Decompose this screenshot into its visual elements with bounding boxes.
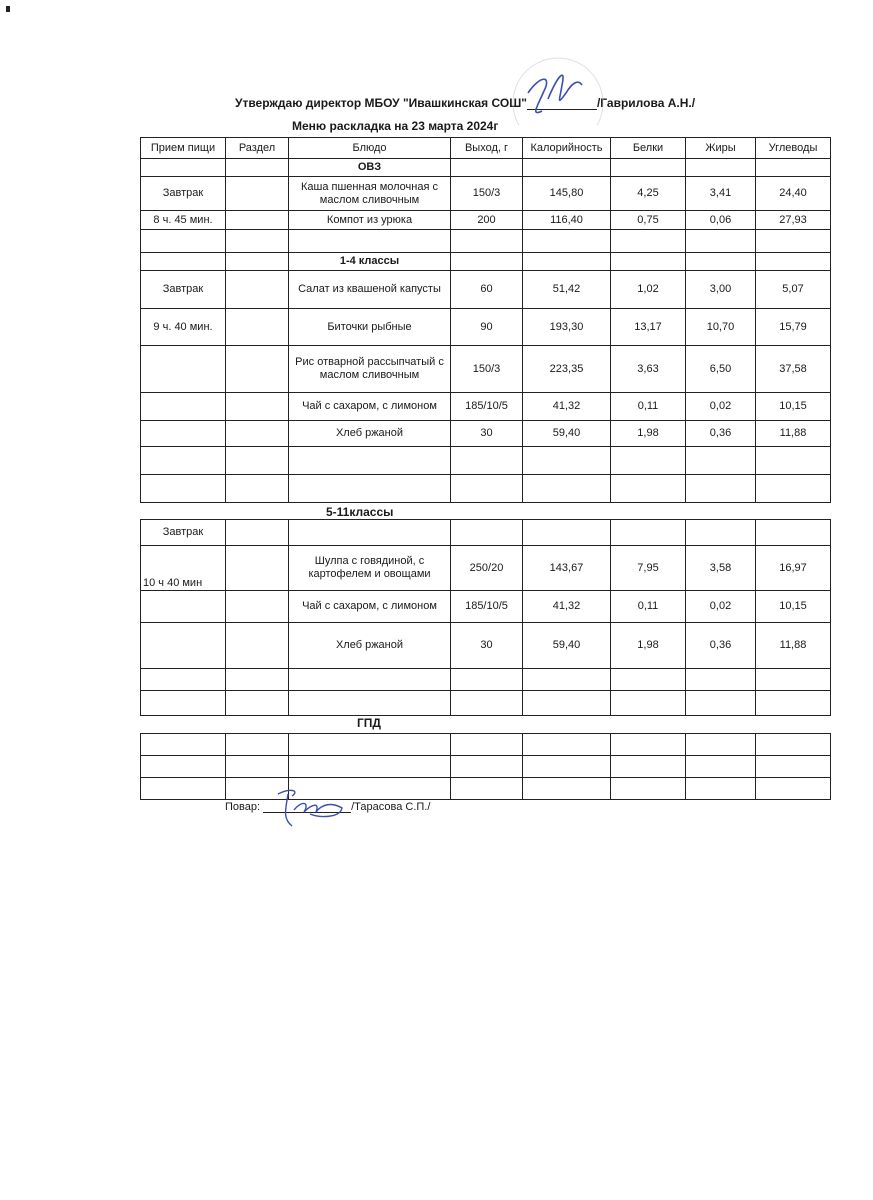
cell-выход: 185/10/5 xyxy=(451,393,523,421)
table-row xyxy=(141,309,831,346)
cell-калорийность: 41,32 xyxy=(523,393,611,421)
cell-прием пищи xyxy=(141,230,226,253)
cell-белки xyxy=(611,447,686,475)
cell-раздел xyxy=(226,421,289,447)
cell-жиры: 0,06 xyxy=(686,211,756,230)
cell-калорийность xyxy=(523,447,611,475)
section-row xyxy=(141,159,831,177)
table-row xyxy=(141,520,831,546)
cell-калорийность xyxy=(523,475,611,503)
cell-белки xyxy=(611,669,686,691)
cell-калорийность xyxy=(523,691,611,716)
director-signature xyxy=(500,55,610,125)
cell-калорийность: 59,40 xyxy=(523,421,611,447)
cell-жиры xyxy=(686,691,756,716)
cell-углеводы: 15,79 xyxy=(756,309,831,346)
cell-углеводы xyxy=(756,691,831,716)
cell-калорийность xyxy=(523,669,611,691)
cell-углеводы: 5,07 xyxy=(756,271,831,309)
cell-блюдо: Шулпа с говядиной, с картофелем и овощами xyxy=(289,546,451,591)
empty-cell xyxy=(451,159,523,177)
cell-калорийность xyxy=(523,734,611,756)
cell-белки: 4,25 xyxy=(611,177,686,211)
cell-прием пищи xyxy=(141,393,226,421)
cell-прием пищи: Завтрак xyxy=(141,271,226,309)
cell-калорийность xyxy=(523,230,611,253)
table-row xyxy=(141,230,831,253)
cell-углеводы xyxy=(756,734,831,756)
cell-блюдо: Каша пшенная молочная с маслом сливочным xyxy=(289,177,451,211)
table-row xyxy=(141,271,831,309)
table-row xyxy=(141,691,831,716)
cell-раздел xyxy=(226,230,289,253)
empty-cell xyxy=(686,253,756,271)
cell-раздел xyxy=(226,393,289,421)
cell-углеводы: 37,58 xyxy=(756,346,831,393)
table-row xyxy=(141,591,831,623)
cell-выход: 30 xyxy=(451,421,523,447)
empty-cell xyxy=(226,253,289,271)
table-row xyxy=(141,211,831,230)
cell-калорийность xyxy=(523,756,611,778)
cell-калорийность: 59,40 xyxy=(523,623,611,669)
cell-углеводы xyxy=(756,520,831,546)
cell-белки: 1,98 xyxy=(611,623,686,669)
cell-выход xyxy=(451,230,523,253)
cell-прием пищи: 9 ч. 40 мин. xyxy=(141,309,226,346)
cell-калорийность: 145,80 xyxy=(523,177,611,211)
table-row xyxy=(141,421,831,447)
table-row xyxy=(141,447,831,475)
cell-выход xyxy=(451,475,523,503)
cell-выход: 90 xyxy=(451,309,523,346)
table-row xyxy=(141,756,831,778)
table-row xyxy=(141,546,831,591)
cell-жиры xyxy=(686,475,756,503)
cell-прием пищи xyxy=(141,346,226,393)
cell-жиры: 0,36 xyxy=(686,421,756,447)
cell-раздел xyxy=(226,177,289,211)
cell-раздел: Раздел xyxy=(226,138,289,159)
cell-прием пищи xyxy=(141,475,226,503)
cell-углеводы: 11,88 xyxy=(756,623,831,669)
cell-блюдо: Чай с сахаром, с лимоном xyxy=(289,591,451,623)
cell-прием пищи: Завтрак xyxy=(141,520,226,546)
cell-раздел xyxy=(226,756,289,778)
cell-белки: 0,11 xyxy=(611,591,686,623)
cell-прием пищи: 8 ч. 45 мин. xyxy=(141,211,226,230)
empty-cell xyxy=(141,159,226,177)
cell-углеводы xyxy=(756,756,831,778)
cell-выход: 30 xyxy=(451,623,523,669)
cell-жиры: 0,02 xyxy=(686,393,756,421)
cell-углеводы xyxy=(756,475,831,503)
cook-name: /Тарасова С.П./ xyxy=(351,801,431,813)
cell-блюдо xyxy=(289,756,451,778)
empty-cell xyxy=(686,159,756,177)
cell-белки xyxy=(611,230,686,253)
cell-раздел xyxy=(226,346,289,393)
table-row xyxy=(141,623,831,669)
cell-углеводы: 10,15 xyxy=(756,591,831,623)
menu-table-main xyxy=(140,137,831,503)
table-row xyxy=(141,393,831,421)
cell-углеводы: 24,40 xyxy=(756,177,831,211)
cell-блюдо: Рис отварной рассыпчатый с маслом сливочным xyxy=(289,346,451,393)
cell-калорийность: 193,30 xyxy=(523,309,611,346)
cell-углеводы: 11,88 xyxy=(756,421,831,447)
cell-выход: 250/20 xyxy=(451,546,523,591)
cell-белки: 1,02 xyxy=(611,271,686,309)
cell-выход xyxy=(451,734,523,756)
cell-выход xyxy=(451,691,523,716)
cell-блюдо xyxy=(289,691,451,716)
cell-раздел xyxy=(226,591,289,623)
cell-белки: 0,11 xyxy=(611,393,686,421)
cell-раздел xyxy=(226,734,289,756)
cell-жиры xyxy=(686,669,756,691)
table-row xyxy=(141,177,831,211)
table-row xyxy=(141,669,831,691)
cell-блюдо xyxy=(289,669,451,691)
approval-line xyxy=(235,96,695,110)
cell-блюдо xyxy=(289,475,451,503)
cook-signature xyxy=(270,782,350,832)
cell-раздел xyxy=(226,546,289,591)
cell-жиры xyxy=(686,447,756,475)
cell-выход xyxy=(451,778,523,800)
cell-углеводы: 16,97 xyxy=(756,546,831,591)
cell-углеводы: 27,93 xyxy=(756,211,831,230)
cell-прием пищи: 10 ч 40 мин xyxy=(141,546,226,591)
cell-углеводы xyxy=(756,669,831,691)
cell-жиры xyxy=(686,520,756,546)
cell-углеводы: 10,15 xyxy=(756,393,831,421)
cell-углеводы xyxy=(756,230,831,253)
empty-cell xyxy=(523,253,611,271)
cell-жиры: Жиры xyxy=(686,138,756,159)
cell-белки: 13,17 xyxy=(611,309,686,346)
cell-калорийность: 41,32 xyxy=(523,591,611,623)
cell-белки: 1,98 xyxy=(611,421,686,447)
cell-прием пищи xyxy=(141,691,226,716)
cell-калорийность: 51,42 xyxy=(523,271,611,309)
cell-калорийность: 116,40 xyxy=(523,211,611,230)
cell-раздел xyxy=(226,475,289,503)
cell-углеводы: Углеводы xyxy=(756,138,831,159)
cell-калорийность: 143,67 xyxy=(523,546,611,591)
cell-калорийность: Калорийность xyxy=(523,138,611,159)
cell-углеводы xyxy=(756,778,831,800)
cell-прием пищи xyxy=(141,591,226,623)
cell-жиры: 3,41 xyxy=(686,177,756,211)
cell-прием пищи xyxy=(141,778,226,800)
cell-белки: Белки xyxy=(611,138,686,159)
cell-жиры xyxy=(686,734,756,756)
cell-раздел xyxy=(226,271,289,309)
cell-блюдо xyxy=(289,520,451,546)
cell-раздел xyxy=(226,691,289,716)
cell-белки xyxy=(611,778,686,800)
cell-калорийность xyxy=(523,778,611,800)
cell-калорийность xyxy=(523,520,611,546)
cell-выход: Выход, г xyxy=(451,138,523,159)
cell-прием пищи xyxy=(141,756,226,778)
cell-белки: 3,63 xyxy=(611,346,686,393)
page-title: Меню раскладка на 23 марта 2024г xyxy=(292,119,499,133)
scan-corner-mark xyxy=(6,6,10,12)
header-row xyxy=(141,138,831,159)
cell-жиры xyxy=(686,778,756,800)
empty-cell xyxy=(226,159,289,177)
cell-выход: 60 xyxy=(451,271,523,309)
cell-выход xyxy=(451,756,523,778)
cell-жиры: 3,58 xyxy=(686,546,756,591)
cell-выход xyxy=(451,669,523,691)
table-row xyxy=(141,475,831,503)
section-label-5-11: 5-11классы xyxy=(326,505,394,519)
cell-блюдо xyxy=(289,734,451,756)
cell-прием пищи: Завтрак xyxy=(141,177,226,211)
cell-прием пищи xyxy=(141,447,226,475)
cell-раздел xyxy=(226,520,289,546)
director-name: /Гаврилова А.Н./ xyxy=(596,96,696,110)
cell-раздел xyxy=(226,211,289,230)
cell-прием пищи xyxy=(141,734,226,756)
section-label-gpd: ГПД xyxy=(357,716,381,730)
menu-table-5-11 xyxy=(140,519,831,716)
cell-углеводы xyxy=(756,447,831,475)
approval-text: Утверждаю директор МБОУ "Ивашкинская СОШ" xyxy=(235,96,527,110)
cell-белки xyxy=(611,691,686,716)
empty-cell xyxy=(611,159,686,177)
table-row xyxy=(141,346,831,393)
empty-cell xyxy=(523,159,611,177)
empty-cell xyxy=(611,253,686,271)
cell-блюдо: Хлеб ржаной xyxy=(289,421,451,447)
cell-жиры xyxy=(686,230,756,253)
empty-cell xyxy=(756,253,831,271)
cell-выход xyxy=(451,447,523,475)
cell-выход: 150/3 xyxy=(451,177,523,211)
cell-раздел xyxy=(226,669,289,691)
empty-cell xyxy=(451,253,523,271)
cell-блюдо: Хлеб ржаной xyxy=(289,623,451,669)
cell-выход: 200 xyxy=(451,211,523,230)
cell-жиры xyxy=(686,756,756,778)
cell-белки xyxy=(611,520,686,546)
cell-раздел xyxy=(226,623,289,669)
cell-жиры: 0,02 xyxy=(686,591,756,623)
cell-блюдо: Блюдо xyxy=(289,138,451,159)
cell-жиры: 3,00 xyxy=(686,271,756,309)
cell-белки xyxy=(611,756,686,778)
cell-жиры: 10,70 xyxy=(686,309,756,346)
cell-белки: 7,95 xyxy=(611,546,686,591)
cell-калорийность: 223,35 xyxy=(523,346,611,393)
empty-cell xyxy=(756,159,831,177)
cell-блюдо: Чай с сахаром, с лимоном xyxy=(289,393,451,421)
cell-прием пищи xyxy=(141,669,226,691)
cell-выход: 185/10/5 xyxy=(451,591,523,623)
cook-label: Повар: xyxy=(225,801,261,813)
cell-блюдо xyxy=(289,230,451,253)
cell-прием пищи xyxy=(141,623,226,669)
table-row xyxy=(141,734,831,756)
cell-жиры: 0,36 xyxy=(686,623,756,669)
cell-белки xyxy=(611,734,686,756)
section-row xyxy=(141,253,831,271)
cell-блюдо xyxy=(289,447,451,475)
cell-раздел xyxy=(226,447,289,475)
menu-table-gpd xyxy=(140,733,831,800)
cell-белки: 0,75 xyxy=(611,211,686,230)
cell-прием пищи xyxy=(141,421,226,447)
cell-раздел xyxy=(226,309,289,346)
cell-прием пищи: Прием пищи xyxy=(141,138,226,159)
cell-блюдо: Салат из квашеной капусты xyxy=(289,271,451,309)
cell-выход xyxy=(451,520,523,546)
cell-выход: 150/3 xyxy=(451,346,523,393)
section-label: ОВЗ xyxy=(289,159,451,177)
empty-cell xyxy=(141,253,226,271)
section-label: 1-4 классы xyxy=(289,253,451,271)
cell-блюдо: Биточки рыбные xyxy=(289,309,451,346)
cell-белки xyxy=(611,475,686,503)
table-row xyxy=(141,778,831,800)
cell-блюдо: Компот из урюка xyxy=(289,211,451,230)
cell-жиры: 6,50 xyxy=(686,346,756,393)
